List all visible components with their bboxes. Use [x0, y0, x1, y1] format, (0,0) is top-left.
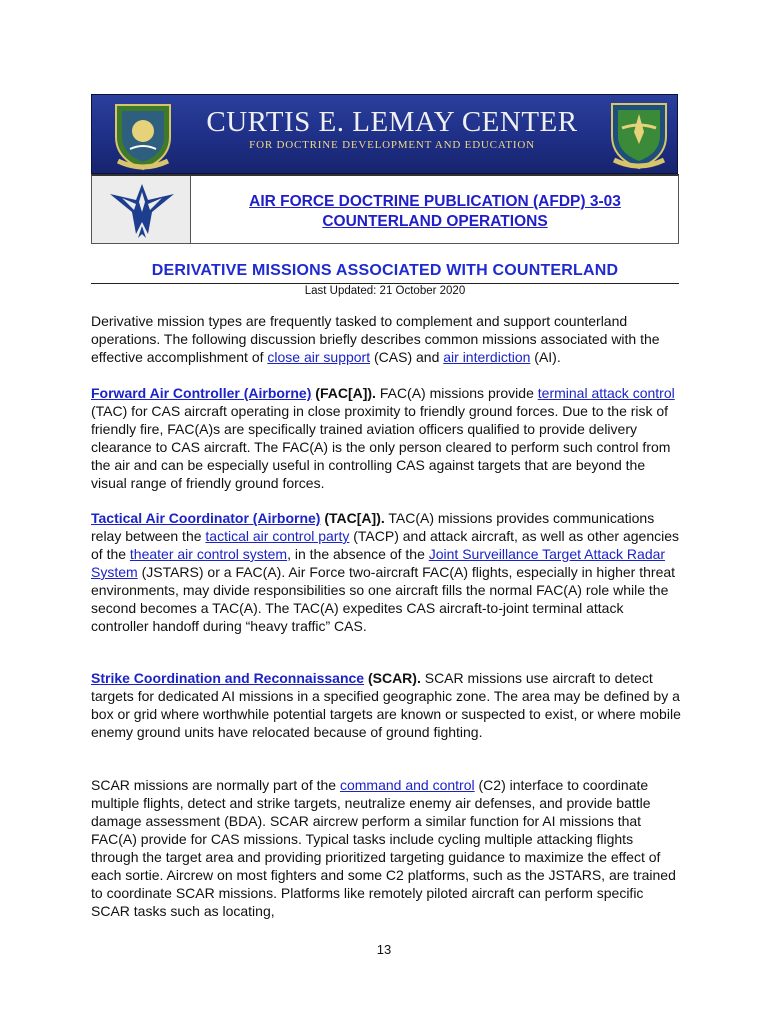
lemay-center-banner [91, 94, 678, 174]
text: (JSTARS) or a FAC(A). Air Force two-aircraft FAC(A) flights, especially in higher threat environments, may divide responsibilities so one aircraft fills the normal FAC(A) role while the second becomes a TAC(A). The TAC(A) expedites CAS aircraft-to-joint terminal attack controller handoff during “heavy traffic” CAS. [91, 564, 676, 634]
text: TAC(A) missions provides communications relay between the [91, 510, 655, 544]
publication-title-link[interactable] [192, 192, 678, 232]
scar-heading-link[interactable]: Strike Coordination and Reconnaissance [91, 670, 365, 686]
text: SCAR missions are normally part of the [91, 777, 340, 793]
intro-paragraph [91, 312, 681, 366]
text: (TAC) for CAS aircraft operating in close proximity to friendly ground forces. Due to the risk of friendly fire, FAC(A)s are specifically trained aviation officers qualified to provide delivery clearance to CAS aircraft. The FAC(A) is the only person cleared to perform such control from the air and can be especially useful in controlling CAS against targets that are beyond the visual range of friendly ground forces. [91, 403, 671, 491]
air-interdiction-link[interactable]: air interdiction [443, 349, 531, 365]
publication-header [91, 174, 679, 244]
taca-abbr: (TAC[A]). [320, 510, 385, 526]
faca-abbr: (FAC[A]). [311, 385, 376, 401]
emblem-cell [92, 176, 191, 243]
jstars-link[interactable]: Joint Surveillance Target Attack Radar System [91, 546, 666, 580]
banner-subtitle: FOR DOCTRINE DEVELOPMENT AND EDUCATION [249, 139, 535, 151]
faca-paragraph [91, 384, 681, 492]
section-title: DERIVATIVE MISSIONS ASSOCIATED WITH COUNTERLAND [151, 262, 619, 279]
text: SCAR missions use aircraft to detect targets for dedicated AI missions in a specified geographic zone. The area may be defined by a box or grid where worthwhile potential targets are known or suspected to exist, or where mobile enemy ground units have relocated because of ground fighting. [91, 670, 681, 740]
text: FAC(A) missions provide [375, 385, 538, 401]
scar-c2-paragraph [91, 776, 681, 920]
title-divider [91, 283, 679, 284]
text: (TACP) and attack aircraft, as well as other agencies of the [91, 528, 680, 562]
tactical-air-control-party-link[interactable]: tactical air control party [205, 528, 350, 544]
close-air-support-link[interactable]: close air support [267, 349, 371, 365]
text: (AI). [530, 349, 561, 365]
terminal-attack-control-link[interactable]: terminal attack control [537, 385, 675, 401]
text: (C2) interface to coordinate multiple flights, detect and strike targets, neutralize enemy air defenses, and provide battle damage assessment (BDA). SCAR aircrew perform a similar function for AI missions that FAC(A) provide for CAS missions. Typical tasks include cycling multiple attacking flights through the target area and providing prioritized targeting guidance to maximize the effect of each sortie. Aircrew on most fighters and some C2 platforms, such as the JSTARS, are trained to coordinate SCAR missions. Platforms like remotely piloted aircraft can perform specific SCAR tasks such as locating, [91, 777, 676, 919]
lemay-center-seal-icon [606, 98, 672, 177]
faca-heading-link[interactable]: Forward Air Controller (Airborne) [91, 385, 312, 401]
scar-abbr: (SCAR). [364, 670, 421, 686]
banner-title: CURTIS E. LEMAY CENTER [206, 106, 578, 138]
text: (CAS) and [370, 349, 444, 365]
air-university-seal-icon [110, 99, 176, 176]
publication-line1[interactable]: AIR FORCE DOCTRINE PUBLICATION (AFDP) 3-03 [249, 193, 621, 210]
taca-paragraph [91, 509, 681, 635]
last-updated: Last Updated: 21 October 2020 [304, 285, 466, 297]
theater-air-control-system-link[interactable]: theater air control system [129, 546, 288, 562]
taca-heading-link[interactable]: Tactical Air Coordinator (Airborne) [91, 510, 321, 526]
text: Derivative mission types are frequently tasked to complement and support counterland operations. The following discussion briefly describes common missions associated with the effective accomplishment of [91, 313, 660, 365]
scar-paragraph [91, 669, 681, 741]
publication-line2[interactable]: COUNTERLAND OPERATIONS [322, 213, 548, 230]
air-force-symbol-icon [108, 182, 176, 240]
text: , in the absence of the [287, 546, 429, 562]
command-and-control-link[interactable]: command and control [339, 777, 475, 793]
page-number: 13 [376, 942, 392, 957]
